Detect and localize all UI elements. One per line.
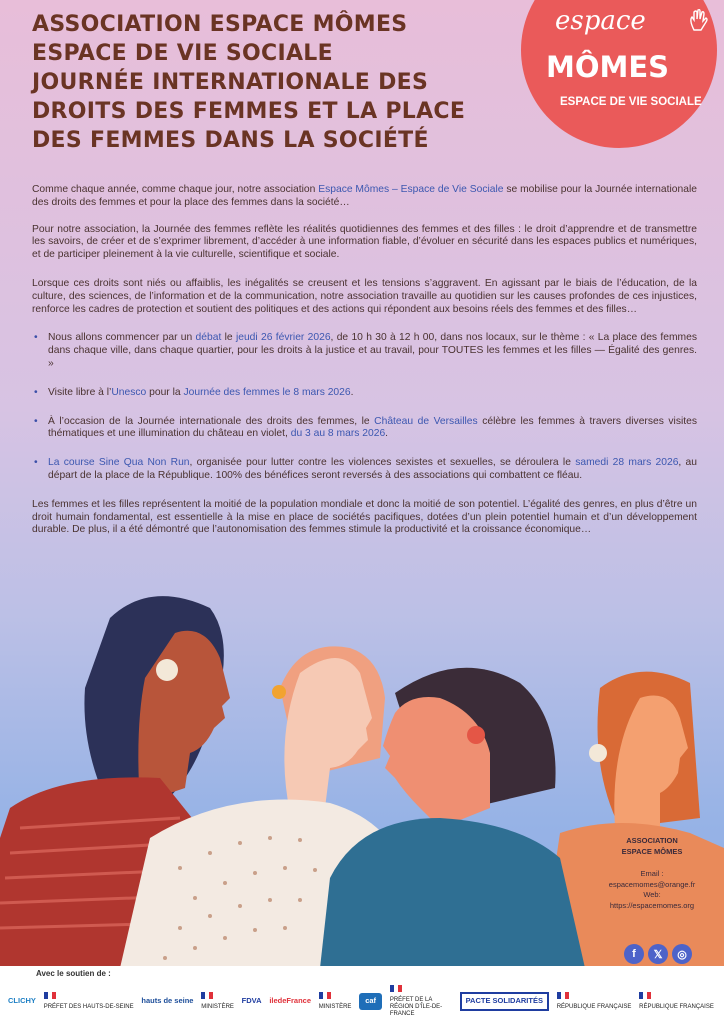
contact-org: ESPACE MÔMES <box>621 846 683 856</box>
logo-subtitle: ESPACE DE VIE SOCIALE <box>560 96 702 108</box>
logo-espace-text: espace <box>555 6 646 36</box>
sponsor-logo: MINISTÈRE <box>319 992 352 1011</box>
paragraph-3: Lorsque ces droits sont niés ou affaiblis, les inégalités se creusent et les tensions s’aggravent. En agissant par le biais de l’éducation, de la culture, des sciences, de l’information et de la communication, notre association travaille au quotidien sur les causes profondes de ces injustices, renforce les cadres de protection et soutient des politiques et des actions qui répondent aux besoins réels des femmes et des filles… <box>32 277 697 315</box>
logo-momes-text: MÔMES <box>546 50 670 84</box>
email-label: Email : <box>640 869 664 878</box>
social-links <box>624 944 692 964</box>
sponsor-logo: hauts de seine <box>141 995 194 1005</box>
title-line: ESPACE DE VIE SOCIALE <box>32 41 333 66</box>
body-text <box>32 184 697 551</box>
contact-block <box>594 836 710 911</box>
list-item: • À l’occasion de la Journée internationale des droits des femmes, le Château de Versailles célèbre les femmes à travers diverses visites thématiques et une illumination du château en violet, du 3 au 8 mars 2026. <box>32 416 697 442</box>
sponsor-logo: CLICHY <box>8 995 36 1005</box>
support-label: Avec le soutien de : <box>36 969 111 978</box>
sponsor-logo: PRÉFET DE LA RÉGION D’ÎLE-DE-FRANCE <box>390 985 452 1018</box>
footer-sponsors <box>0 966 724 1024</box>
list-item: • La course Sine Qua Non Run, organisée pour lutter contre les violences sexistes et sexuelles, se déroulera le samedi 28 mars 2026, au départ de la place de la République. 100% des bénéfices seront reversés à des associations qui combattent ce fléau. <box>32 457 697 483</box>
sponsor-logo: iledeFrance <box>269 995 311 1005</box>
title-line: JOURNÉE INTERNATIONALE DES <box>32 70 429 95</box>
sponsor-logo: FDVA <box>241 995 262 1005</box>
sponsor-logo: caf <box>359 993 382 1010</box>
association-name: Espace Mômes – Espace de Vie Sociale <box>318 184 504 195</box>
web-label: Web: <box>643 890 661 899</box>
sponsor-logo: PRÉFET DES HAUTS-DE-SEINE <box>44 992 134 1011</box>
email-link[interactable]: espacemomes@orange.fr <box>608 879 696 889</box>
title-line: DROITS DES FEMMES ET LA PLACE <box>32 99 466 124</box>
poster-title <box>32 10 502 155</box>
list-item: • Nous allons commencer par un débat le jeudi 26 février 2026, de 10 h 30 à 12 h 00, dans nos locaux, sur le thème : « La place des femmes dans chaque ville, dans chaque quartier, pour les droits à la justice et au travail, pour TOUTES les femmes et les filles — Égalité des genres. » <box>32 332 697 370</box>
hand-icon <box>688 8 708 32</box>
sponsor-logo: RÉPUBLIQUE FRANÇAISE <box>639 992 714 1011</box>
paragraph-intro: Comme chaque année, comme chaque jour, notre association Espace Mômes – Espace de Vie Sociale se mobilise pour la Journée internationale des droits des femmes et pour la place des femmes dans la société… <box>32 184 697 208</box>
title-line: ASSOCIATION ESPACE MÔMES <box>32 12 408 37</box>
events-list <box>32 332 697 482</box>
sponsor-logo: PACTE SOLIDARITÉS <box>460 992 549 1011</box>
x-icon[interactable]: 𝕏 <box>648 944 668 964</box>
web-link[interactable]: https://espacemomes.org <box>609 900 695 910</box>
contact-org: ASSOCIATION <box>626 836 678 845</box>
paragraph-conclusion: Les femmes et les filles représentent la moitié de la population mondiale et donc la moitié de son potentiel. L’égalité des genres, en plus d’être un droit humain fondamental, est essentielle à la mise en place de sociétés pacifiques, dotées d’un plein potentiel humain et d’un développement durable. De plus, il a été démontré que l’autonomisation des femmes stimule la productivité et la croissance économique… <box>32 498 697 536</box>
sponsor-logos <box>8 980 724 1022</box>
instagram-icon[interactable]: ◎ <box>672 944 692 964</box>
title-line: DES FEMMES DANS LA SOCIÉTÉ <box>32 128 429 153</box>
sponsor-logo: MINISTÈRE <box>201 992 234 1011</box>
paragraph-2: Pour notre association, la Journée des femmes reflète les réalités quotidiennes des femmes et des filles : le droit d’apprendre et de transmettre les savoirs, de créer et de s’exprimer librement, d’accéder à une information fiable, d’évoluer en sécurité dans les espaces publics et numériques, et de participer pleinement à la vie culturelle, scientifique et sociale. <box>32 223 697 261</box>
list-item: • Visite libre à l’Unesco pour la Journée des femmes le 8 mars 2026. <box>32 387 697 400</box>
facebook-icon[interactable]: f <box>624 944 644 964</box>
sponsor-logo: RÉPUBLIQUE FRANÇAISE <box>557 992 632 1011</box>
